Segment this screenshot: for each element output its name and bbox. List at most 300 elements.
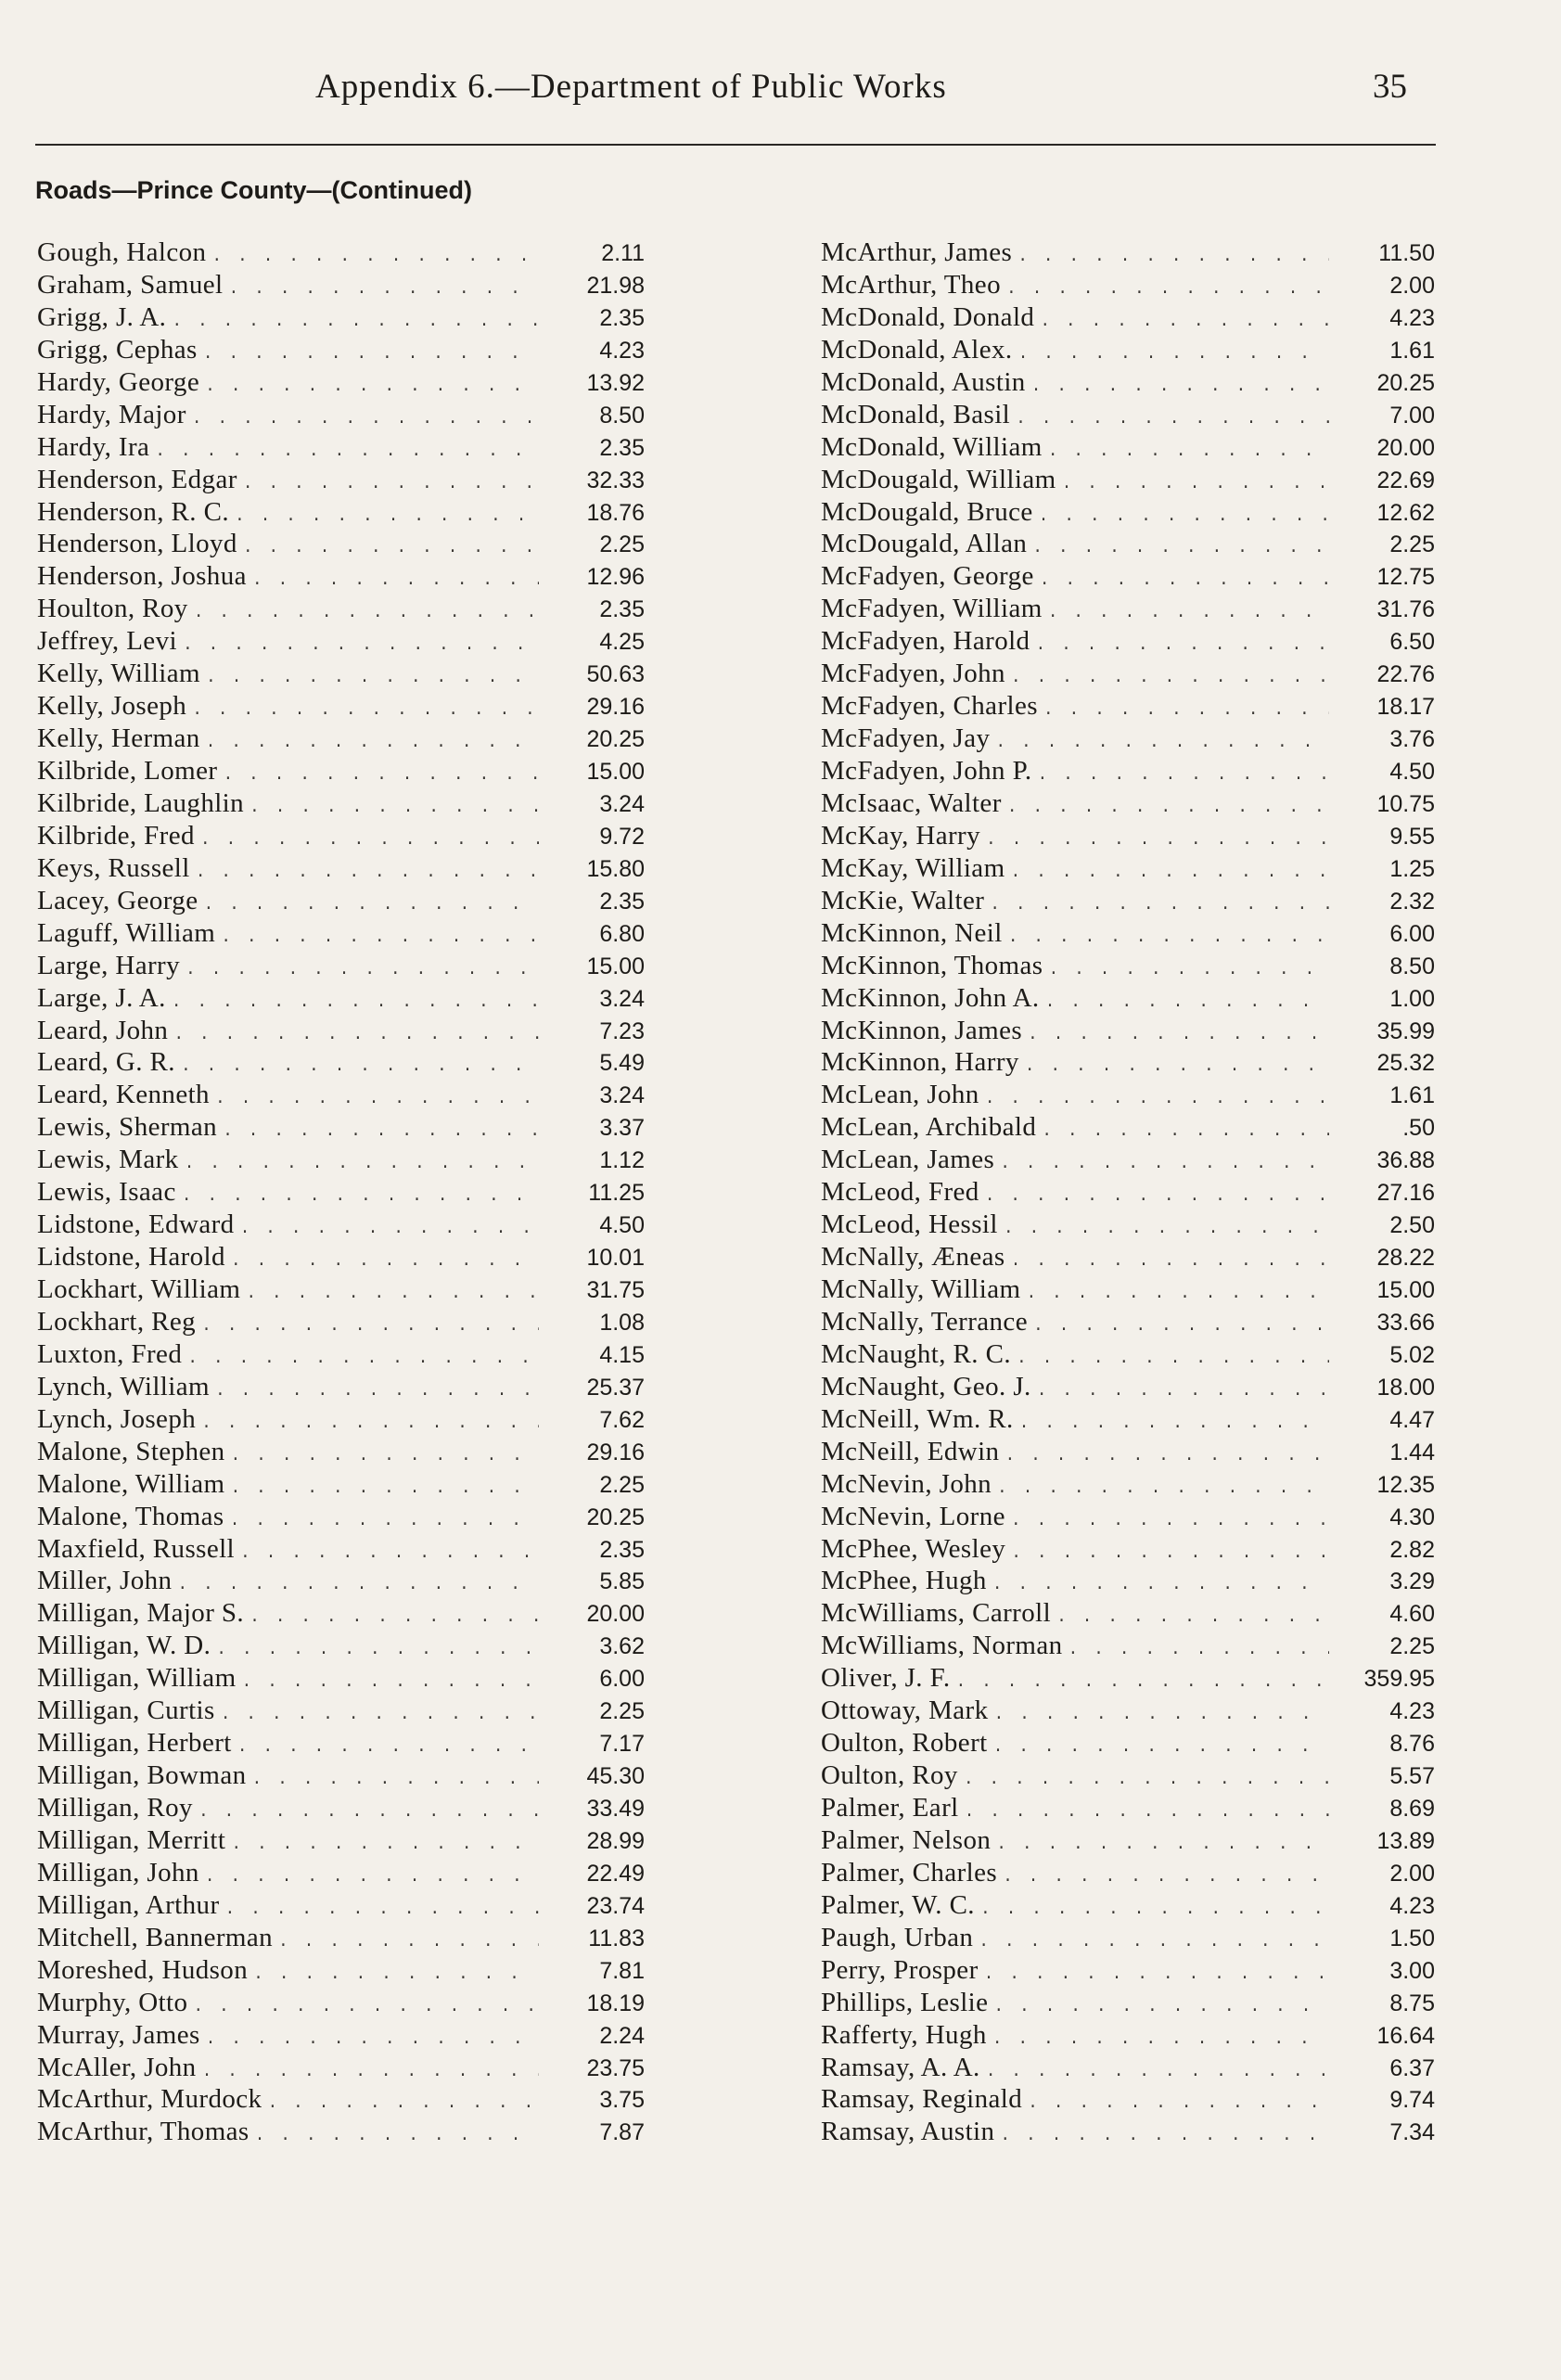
ledger-entry (821, 399, 1435, 431)
ledger-entry (821, 1436, 1435, 1468)
ledger-entry (37, 1468, 645, 1501)
ledger-entry (37, 755, 645, 787)
payment-amount: 3.00 (1389, 1957, 1435, 1984)
payee-name: Large, Harry (37, 950, 181, 980)
right-column-list (821, 237, 1435, 2148)
ledger-entry (37, 1209, 645, 1241)
ledger-entry (37, 1987, 645, 2019)
ledger-entry (37, 1338, 645, 1371)
payee-name: Kelly, Joseph (37, 691, 187, 722)
dot-leader (231, 1829, 539, 1862)
dot-leader (230, 1505, 539, 1538)
ledger-entry (37, 982, 645, 1015)
dot-leader (243, 532, 539, 565)
dot-leader (206, 727, 539, 760)
payment-amount: 1.50 (1389, 1925, 1435, 1951)
payee-name: Miller, John (37, 1566, 173, 1596)
payee-name: Milligan, Arthur (37, 1889, 220, 1920)
ledger-entry (821, 1338, 1435, 1371)
dot-leader (192, 695, 539, 727)
payee-name: Kilbride, Laughlin (37, 787, 245, 818)
payee-name: McNaught, R. C. (821, 1338, 1011, 1369)
payee-name: Graham, Samuel (37, 269, 224, 300)
payee-name: McDonald, William (821, 431, 1043, 462)
payee-name: McLean, Archibald (821, 1112, 1037, 1143)
dot-leader (201, 1408, 539, 1440)
ledger-entry (37, 366, 645, 399)
dot-leader (1006, 274, 1329, 306)
payment-amount: 6.37 (1389, 2054, 1435, 2081)
payment-amount: 6.80 (599, 920, 645, 947)
ledger-entry (821, 366, 1435, 399)
payee-name: McNeill, Edwin (821, 1436, 1000, 1466)
ledger-entry (821, 1176, 1435, 1209)
dot-leader (1038, 760, 1329, 792)
ledger-entry (821, 820, 1435, 852)
payment-amount: 35.99 (1376, 1017, 1435, 1044)
dot-leader (255, 2120, 539, 2153)
payment-amount: 2.11 (601, 240, 645, 266)
ledger-entry (37, 1857, 645, 1889)
dot-leader (1042, 1116, 1329, 1148)
ledger-entry (37, 1922, 645, 1954)
payee-name: Milligan, Major S. (37, 1598, 245, 1629)
payment-amount: 3.29 (1389, 1568, 1435, 1595)
payee-name: Lewis, Sherman (37, 1112, 218, 1143)
payment-amount: 13.89 (1376, 1827, 1435, 1854)
ledger-entry (37, 560, 645, 593)
dot-leader (965, 1797, 1329, 1829)
dot-leader (252, 565, 539, 597)
payment-amount: 5.02 (1389, 1341, 1435, 1368)
payee-name: McArthur, Thomas (37, 2117, 250, 2147)
ledger-entry (821, 1565, 1435, 1597)
payment-amount: 23.74 (586, 1892, 645, 1919)
payee-name: Kilbride, Fred (37, 820, 195, 851)
payment-amount: 7.34 (1389, 2119, 1435, 2146)
payment-amount: 33.66 (1376, 1309, 1435, 1336)
payment-amount: 2.82 (1389, 1536, 1435, 1563)
ledger-entry (821, 2083, 1435, 2116)
ledger-entry (37, 1176, 645, 1209)
payee-name: Large, J. A. (37, 982, 166, 1013)
ledger-entry (37, 2083, 645, 2116)
ledger-entry (37, 1111, 645, 1144)
dot-leader (1033, 1311, 1329, 1343)
dot-leader (267, 2088, 539, 2120)
payment-amount: 15.00 (586, 759, 645, 785)
dot-leader (964, 1764, 1329, 1797)
ledger-entry (821, 1371, 1435, 1403)
payment-amount: 9.74 (1389, 2087, 1435, 2114)
payee-name: McKinnon, James (821, 1015, 1023, 1045)
ledger-entry (37, 1597, 645, 1630)
payment-amount: 2.35 (599, 888, 645, 915)
dot-leader (985, 1181, 1329, 1213)
ledger-entry (821, 2116, 1435, 2148)
payment-amount: 2.25 (599, 1471, 645, 1498)
dot-leader (211, 241, 539, 274)
ledger-entry (821, 1792, 1435, 1824)
payment-amount: 4.23 (1389, 1892, 1435, 1919)
payment-amount: 3.24 (599, 790, 645, 817)
dot-leader (980, 1894, 1329, 1926)
dot-leader (1007, 792, 1329, 825)
ledger-entry (37, 723, 645, 755)
page-header (0, 67, 1561, 122)
payee-name: McNally, Terrance (821, 1306, 1028, 1337)
ledger-entry (37, 1144, 645, 1176)
payee-name: McDonald, Austin (821, 366, 1026, 397)
payee-name: Maxfield, Russell (37, 1533, 236, 1564)
payee-name: McLeod, Fred (821, 1177, 979, 1208)
payee-name: Paugh, Urban (821, 1922, 974, 1952)
dot-leader (1004, 1213, 1329, 1246)
ledger-entry (37, 1403, 645, 1436)
payment-amount: 3.24 (599, 1082, 645, 1109)
payee-name: McArthur, Murdock (37, 2084, 262, 2115)
payment-amount: .50 (1402, 1115, 1435, 1142)
payee-name: Jeffrey, Levi (37, 626, 177, 657)
payment-amount: 11.83 (588, 1925, 645, 1951)
payee-name: Leard, G. R. (37, 1047, 175, 1078)
dot-leader (993, 1732, 1329, 1764)
payment-amount: 20.00 (586, 1601, 645, 1628)
ledger-entry (37, 1565, 645, 1597)
payee-name: McDonald, Basil (821, 399, 1011, 429)
payment-amount: 12.96 (586, 564, 645, 591)
ledger-entry (821, 690, 1435, 723)
payment-amount: 28.22 (1376, 1245, 1435, 1272)
payee-name: McKay, William (821, 852, 1005, 883)
payment-amount: 2.32 (1389, 888, 1435, 915)
payment-amount: 5.49 (599, 1050, 645, 1077)
payment-amount: 20.25 (1376, 369, 1435, 396)
payee-name: Lewis, Mark (37, 1145, 179, 1175)
payee-name: McPhee, Wesley (821, 1533, 1006, 1564)
dot-leader (231, 1246, 539, 1278)
header-rule (35, 144, 1436, 146)
dot-leader (1004, 1440, 1329, 1473)
payment-amount: 7.00 (1389, 402, 1435, 429)
dot-leader (206, 2024, 539, 2056)
payee-name: McWilliams, Carroll (821, 1598, 1052, 1629)
dot-leader (223, 1116, 539, 1148)
payee-name: Leard, John (37, 1015, 169, 1045)
payment-amount: 11.50 (1378, 240, 1435, 266)
dot-leader (1000, 2120, 1329, 2153)
payment-amount: 359.95 (1363, 1666, 1435, 1693)
payee-name: McKinnon, Thomas (821, 950, 1043, 980)
ledger-entry (821, 917, 1435, 950)
dot-leader (203, 889, 539, 922)
payment-amount: 28.99 (586, 1827, 645, 1854)
payment-amount: 21.98 (586, 272, 645, 299)
payment-amount: 6.00 (599, 1666, 645, 1693)
payment-amount: 12.62 (1376, 499, 1435, 526)
ledger-entry (37, 1630, 645, 1662)
dot-leader (1019, 1408, 1329, 1440)
payee-name: McFadyen, Harold (821, 626, 1030, 657)
dot-leader (986, 825, 1329, 857)
payment-amount: 33.49 (586, 1796, 645, 1822)
payee-name: Henderson, Joshua (37, 561, 247, 592)
dot-leader (250, 792, 539, 825)
payment-amount: 18.00 (1376, 1374, 1435, 1401)
ledger-entry (821, 269, 1435, 301)
dot-leader (994, 1699, 1329, 1732)
dot-leader (223, 760, 539, 792)
payment-amount: 29.16 (586, 1439, 645, 1465)
payment-amount: 8.50 (1389, 953, 1435, 979)
payment-amount: 2.50 (1389, 1212, 1435, 1239)
payee-name: McDougald, Allan (821, 529, 1028, 559)
dot-leader (1048, 436, 1329, 468)
ledger-entry (37, 1759, 645, 1792)
payee-name: McLean, John (821, 1080, 979, 1110)
payment-amount: 8.69 (1389, 1796, 1435, 1822)
payment-amount: 18.76 (586, 499, 645, 526)
payment-amount: 15.80 (586, 855, 645, 882)
payment-amount: 4.30 (1389, 1503, 1435, 1530)
dot-leader (216, 1634, 539, 1667)
payment-amount: 8.50 (599, 402, 645, 429)
ledger-entry (37, 1015, 645, 1047)
payment-amount: 32.33 (586, 467, 645, 493)
ledger-entry (37, 658, 645, 690)
ledger-entry (37, 1824, 645, 1857)
payee-name: Milligan, Curtis (37, 1695, 215, 1726)
payment-amount: 2.25 (1389, 531, 1435, 558)
payee-name: McLean, James (821, 1145, 995, 1175)
payment-amount: 22.69 (1376, 467, 1435, 493)
payment-amount: 4.50 (599, 1212, 645, 1239)
dot-leader (181, 1051, 539, 1083)
dot-leader (993, 1991, 1329, 2024)
payment-amount: 9.72 (599, 823, 645, 850)
payee-name: Rafferty, Hugh (821, 2019, 987, 2050)
ledger-entry (821, 1533, 1435, 1566)
ledger-entry (37, 301, 645, 334)
payee-name: Lidstone, Edward (37, 1209, 235, 1240)
payee-name: Palmer, Earl (821, 1793, 959, 1823)
ledger-entry (821, 885, 1435, 917)
payee-name: Lacey, George (37, 885, 198, 915)
dot-leader (955, 1667, 1329, 1699)
ledger-entry (37, 464, 645, 496)
ledger-entry (37, 1273, 645, 1306)
ledger-entry (37, 431, 645, 464)
ledger-entry (821, 1824, 1435, 1857)
payment-amount: 23.75 (586, 2054, 645, 2081)
dot-leader (1016, 403, 1329, 436)
payee-name: Hardy, Ira (37, 431, 150, 462)
dot-leader (1037, 1376, 1329, 1408)
dot-leader (1040, 565, 1329, 597)
dot-leader (1031, 371, 1329, 403)
payee-name: Lockhart, William (37, 1274, 241, 1304)
dot-leader (187, 1343, 539, 1376)
payment-amount: 1.08 (599, 1309, 645, 1336)
ledger-entry (37, 1889, 645, 1922)
payment-amount: 11.25 (588, 1180, 645, 1207)
dot-leader (1017, 1343, 1329, 1376)
dot-leader (1040, 306, 1329, 339)
payee-name: Milligan, Roy (37, 1793, 193, 1823)
dot-leader (198, 1797, 539, 1829)
payment-amount: 25.32 (1376, 1050, 1435, 1077)
payee-name: McNally, Æneas (821, 1242, 1005, 1273)
payee-name: McArthur, Theo (821, 269, 1001, 300)
ledger-entry (821, 496, 1435, 529)
payee-name: Milligan, John (37, 1857, 199, 1887)
payment-amount: 9.55 (1389, 823, 1435, 850)
payee-name: McNevin, Lorne (821, 1501, 1005, 1531)
payee-name: McArthur, James (821, 237, 1013, 267)
ledger-entry (821, 237, 1435, 269)
payee-name: Oulton, Roy (821, 1760, 958, 1791)
dot-leader (1068, 1634, 1329, 1667)
payment-amount: 22.76 (1376, 661, 1435, 688)
payee-name: McLeod, Hessil (821, 1209, 998, 1240)
payment-amount: 50.63 (586, 661, 645, 688)
payee-name: McWilliams, Norman (821, 1631, 1063, 1661)
ledger-entry (821, 1144, 1435, 1176)
ledger-entry (37, 1046, 645, 1079)
payee-name: McKay, Harry (821, 820, 981, 851)
payee-name: Lockhart, Reg (37, 1306, 197, 1337)
payment-amount: 8.75 (1389, 1990, 1435, 2016)
dot-leader (1000, 1148, 1329, 1181)
ledger-entry (821, 1857, 1435, 1889)
ledger-entry (821, 560, 1435, 593)
payment-amount: 2.35 (599, 1536, 645, 1563)
ledger-entry (37, 1371, 645, 1403)
dot-leader (1045, 987, 1329, 1019)
payment-amount: 4.23 (599, 337, 645, 364)
payment-amount: 27.16 (1376, 1180, 1435, 1207)
dot-leader (193, 1991, 539, 2024)
payment-amount: 3.62 (599, 1633, 645, 1660)
payment-amount: 15.00 (1376, 1277, 1435, 1303)
payee-name: McFadyen, John (821, 659, 1005, 689)
ledger-entry (37, 820, 645, 852)
ledger-entry (821, 464, 1435, 496)
ledger-entry (821, 723, 1435, 755)
payment-amount: 20.00 (1376, 434, 1435, 461)
dot-leader (253, 1959, 539, 1991)
payee-name: Ottoway, Mark (821, 1695, 989, 1726)
ledger-entry (821, 1662, 1435, 1695)
dot-leader (201, 1311, 539, 1343)
payee-name: Milligan, William (37, 1663, 237, 1694)
payment-amount: 12.35 (1376, 1471, 1435, 1498)
payee-name: Murray, James (37, 2019, 200, 2050)
dot-leader (979, 1926, 1329, 1959)
payee-name: McNaught, Geo. J. (821, 1371, 1031, 1401)
payment-amount: 2.25 (599, 531, 645, 558)
payee-name: Kilbride, Lomer (37, 756, 218, 786)
payment-amount: 4.23 (1389, 1698, 1435, 1725)
dot-leader (1011, 662, 1329, 695)
payment-amount: 3.76 (1389, 726, 1435, 753)
ledger-entry (821, 1273, 1435, 1306)
payee-name: Luxton, Fred (37, 1338, 183, 1369)
payee-name: Henderson, R. C. (37, 496, 229, 527)
ledger-entry (37, 1533, 645, 1566)
payee-name: Leard, Kenneth (37, 1080, 210, 1110)
payment-amount: 4.23 (1389, 304, 1435, 331)
payee-name: Lynch, Joseph (37, 1403, 197, 1434)
payment-amount: 18.19 (586, 1990, 645, 2016)
payee-name: Hardy, Major (37, 399, 186, 429)
payee-name: McNeill, Wm. R. (821, 1403, 1014, 1434)
payment-amount: 10.01 (586, 1245, 645, 1272)
payee-name: Milligan, Merritt (37, 1824, 226, 1855)
dot-leader (205, 371, 539, 403)
dot-leader (1025, 1051, 1329, 1083)
ledger-entry (37, 2116, 645, 2148)
dot-leader (229, 274, 540, 306)
dot-leader (1011, 1246, 1329, 1278)
payment-amount: 2.35 (599, 596, 645, 623)
payee-name: Malone, Thomas (37, 1501, 224, 1531)
dot-leader (1003, 1862, 1329, 1894)
payee-name: McFadyen, William (821, 594, 1043, 624)
ledger-entry (37, 1695, 645, 1727)
dot-leader (1056, 1602, 1329, 1634)
ledger-entry (37, 237, 645, 269)
dot-leader (192, 403, 539, 436)
payee-name: Milligan, Bowman (37, 1760, 247, 1791)
payee-name: Houlton, Roy (37, 594, 188, 624)
dot-leader (1035, 630, 1329, 662)
ledger-entry (821, 334, 1435, 366)
payee-name: Lidstone, Harold (37, 1242, 225, 1273)
dot-leader (1043, 695, 1329, 727)
payment-amount: 2.25 (1389, 1633, 1435, 1660)
dot-leader (1028, 2088, 1329, 2120)
dot-leader (215, 1083, 539, 1116)
dot-leader (243, 468, 539, 501)
ledger-entry (821, 1501, 1435, 1533)
dot-leader (183, 630, 539, 662)
payment-amount: 20.25 (586, 1503, 645, 1530)
payment-amount: 1.25 (1389, 855, 1435, 882)
payment-amount: 1.61 (1389, 1082, 1435, 1109)
payment-amount: 2.00 (1389, 1860, 1435, 1887)
payment-amount: 31.75 (586, 1277, 645, 1303)
payee-name: McAller, John (37, 2052, 197, 2082)
payment-amount: 36.88 (1376, 1147, 1435, 1174)
dot-leader (1039, 501, 1329, 533)
payee-name: Milligan, Herbert (37, 1728, 232, 1759)
dot-leader (194, 597, 539, 630)
payee-name: Grigg, J. A. (37, 301, 167, 332)
ledger-entry (37, 950, 645, 982)
payment-amount: 2.35 (599, 304, 645, 331)
ledger-entry (821, 1209, 1435, 1241)
payee-name: McIsaac, Walter (821, 787, 1002, 818)
payee-name: Gough, Halcon (37, 237, 207, 267)
ledger-entry (821, 1015, 1435, 1047)
dot-leader (240, 1213, 539, 1246)
payment-amount: 1.12 (599, 1147, 645, 1174)
payee-name: McFadyen, Charles (821, 691, 1038, 722)
payee-name: McDonald, Alex. (821, 334, 1013, 365)
payment-amount: 7.17 (599, 1731, 645, 1758)
dot-leader (221, 922, 539, 954)
